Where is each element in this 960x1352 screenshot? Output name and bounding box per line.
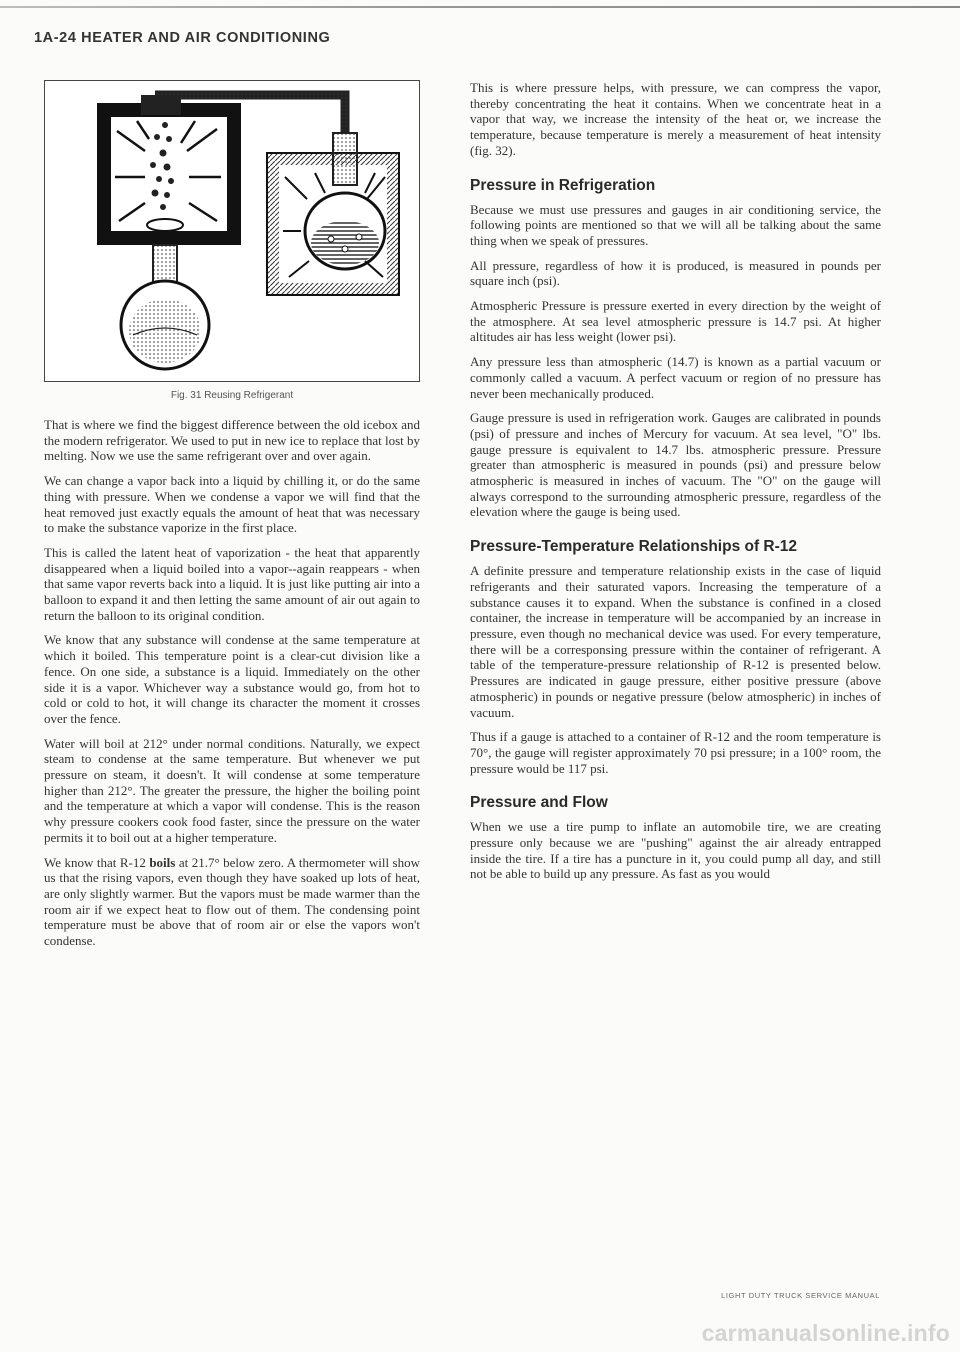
watermark: carmanualsonline.info: [701, 1320, 950, 1346]
paragraph-text: We know that R-12: [44, 854, 150, 870]
paragraph: Gauge pressure is used in refrigeration work. Gauges are calibrated in pounds (psi) of pressure and inches of Mercury for vacuum. At sea level, "O" lbs. gauge pressure is equivalent to 14.7 lbs. atmospheric pressure. Pressure greater than atmospheric is measured in pounds (psi) and pressure below atmospheric is measured in inches of vacuum. The "O" on the gauge will always correspond to the surrounding atmospheric pressure, regardless of the elevation where the gauge is being used.: [470, 410, 881, 520]
paragraph: [44, 855, 420, 949]
paragraph: When we use a tire pump to inflate an automobile tire, we are creating pressure only because we are "pushing" against the air already entrapped inside the tire. If a tire has a puncture in it, you could pump all day, and still not be able to build up any pressure. As fast as you would: [470, 819, 881, 882]
paragraph: This is where pressure helps, with pressure, we can compress the vapor, thereby concentrating the heat it contains. When we concentrate heat in a vapor that way, we increase the intensity of the heat or, we increase the temperature, because temperature is merely a measurement of heat intensity (fig. 32).: [470, 80, 881, 158]
paragraph: A definite pressure and temperature relationship exists in the case of liquid refrigerants and their saturated vapors. Increasing the temperature of a substance causes it to expand. When the substance is confined in a closed container, the increase in temperature will be accompanied by an increase in pressure, even though no mechanical device was used. For every temperature, there will be a corresponsing pressure within the container of refrigerant. A table of the temperature-pressure relationship of R-12 is presented below. Pressures are indicated in gauge pressure, either positive pressure (above atmospheric) in pounds or negative pressure (below atmospheric) in inches of vacuum.: [470, 563, 881, 720]
paragraph: That is where we find the biggest difference between the old icebox and the modern refrigerator. We used to put in new ice to replace that lost by melting. Now we use the same refrigerant over and over again.: [44, 417, 420, 464]
running-head: 1A-24 HEATER AND AIR CONDITIONING: [34, 30, 331, 46]
section-heading: Pressure-Temperature Relationships of R-12: [470, 538, 798, 556]
paragraph: Atmospheric Pressure is pressure exerted in every direction by the weight of the atmosphere. At sea level atmospheric pressure is 14.7 psi. At higher altitudes air has less weight (lower psi).: [470, 298, 881, 345]
figure: [44, 80, 420, 401]
bold-term: boils: [149, 854, 176, 870]
top-rule: [0, 6, 960, 8]
section-heading: Pressure and Flow: [470, 794, 608, 812]
paragraph: Water will boil at 212° under normal conditions. Naturally, we expect steam to condense at the same temperature. But whenever we put pressure on steam, it doesn't. It will condense at some temperature higher than 212°. The greater the pressure, the higher the boiling point and the temperature at which a vapor will condense. This is the reason why pressure cookers cook food faster, since the pressure on the water permits it to boil out at a higher temperature.: [44, 735, 420, 845]
refrigerant-cycle-illustration: [45, 81, 419, 381]
paragraph-text: at 21.7° below zero. A thermometer will show us that the rising vapors, even though they have soaked up lots of heat, are only slightly warmer. But the vapors must be made warmer than the room air if we expect heat to flow out of them. The condensing point temperature must be above that of room air or else the vapors won't condense.: [44, 854, 420, 949]
section-heading: Pressure in Refrigeration: [470, 176, 656, 194]
paragraph: This is called the latent heat of vaporization - the heat that apparently disappeared when a liquid boiled into a vapor--again reappears - when that same vapor reverts back into a liquid. It is just like putting air into a balloon to expand it and then letting the same amount of air out again to return the balloon to its original condition.: [44, 544, 420, 623]
paragraph: We can change a vapor back into a liquid by chilling it, or do the same thing with pressure. When we condense a vapor we will find that the heat removed just exactly equals the amount of heat that was necessary to make the substance vaporize in the first place.: [44, 473, 420, 536]
paragraph: Thus if a gauge is attached to a container of R-12 and the room temperature is 70°, the gauge will register approximately 70 psi pressure; in a 100° room, the pressure would be 117 psi.: [470, 729, 881, 776]
page-footer: LIGHT DUTY TRUCK SERVICE MANUAL: [721, 1291, 880, 1300]
paragraph: All pressure, regardless of how it is produced, is measured in pounds per square inch (psi).: [470, 257, 881, 289]
paragraph: We know that any substance will condense at the same temperature at which it boiled. This temperature point is a clear-cut division like a fence. On one side, a substance is a liquid. Immediately on the other side it is a vapor. Whichever way a substance would go, from hot to cold or cold to hot, it will change its character the moment it crosses over the fence.: [44, 632, 420, 726]
figure-illustration: [44, 80, 420, 382]
left-column: [44, 80, 420, 958]
paragraph: Any pressure less than atmospheric (14.7) is known as a partial vacuum or commonly called a vacuum. A perfect vacuum or region of no pressure has never been mechanically produced.: [470, 354, 881, 401]
paragraph: Because we must use pressures and gauges in air conditioning service, the following points are mentioned so that we will all be talking about the same thing when we speak of pressures.: [470, 201, 881, 248]
right-column: [470, 80, 881, 891]
figure-caption: Fig. 31 Reusing Refrigerant: [170, 390, 294, 401]
